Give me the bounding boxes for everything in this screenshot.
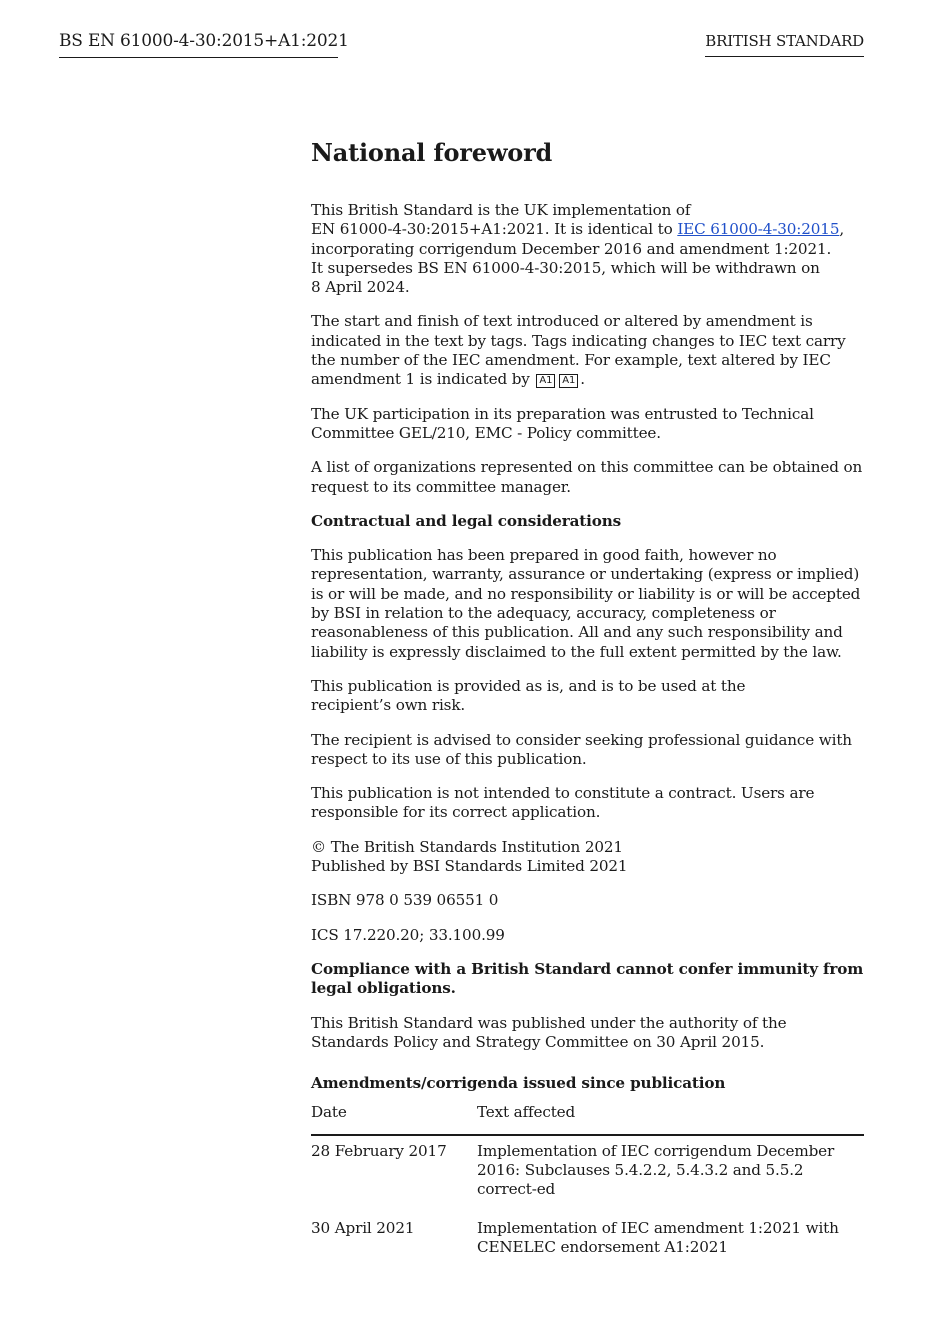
main-content — [311, 138, 864, 1270]
amendment-open-tag-icon: A1 — [536, 374, 555, 388]
intro-line-4: It supersedes BS EN 61000-4-30:2015, which will be withdrawn on — [311, 258, 820, 277]
tags-end: . — [580, 370, 585, 389]
intro-line-2-post: , — [839, 220, 845, 239]
series-label: BRITISH STANDARD — [705, 32, 864, 57]
participation-paragraph: The UK participation in its preparation was entrusted to Technical Committee GEL/210, EMC - Policy committee. — [311, 404, 814, 442]
authority-paragraph: This British Standard was published under the authority of the Standards Policy and Strategy Committee on 30 April 2015. — [311, 1013, 787, 1051]
intro-line-5: 8 April 2024. — [311, 278, 410, 297]
document-id: BS EN 61000-4-30:2015+A1:2021 — [59, 31, 338, 58]
legal-paragraph: This publication has been prepared in good faith, however no representation, warranty, assurance or undertaking (express or implied) is or will be made, and no responsibility or liability is or will be accepted by BSI in relation to the adequacy, accuracy, completeness or reasonableness of this publication. All and any such responsibility and liability is expressly disclaimed to the full extent permitted by the law. — [311, 546, 861, 661]
column-header-date: Date — [311, 1103, 477, 1134]
contract-paragraph: This publication is not intended to constitute a contract. Users are responsible for its correct application. — [311, 784, 815, 822]
intro-line-2-pre: EN 61000-4-30:2015+A1:2021. It is identical to — [311, 220, 678, 239]
table-header-row — [311, 1103, 864, 1134]
row-date: 28 February 2017 — [311, 1141, 447, 1160]
row-text-affected: Implementation of IEC amendment 1:2021 with CENELEC endorsement A1:2021 — [477, 1218, 839, 1256]
iec-standard-link[interactable]: IEC 61000-4-30:2015 — [677, 220, 840, 239]
row-date: 30 April 2021 — [311, 1218, 415, 1237]
page-title: National foreword — [311, 138, 553, 167]
as-is-line-1: This publication is provided as is, and is to be used at the — [311, 676, 746, 695]
legal-heading: Contractual and legal considerations — [311, 511, 622, 530]
amendments-heading: Amendments/corrigenda issued since publication — [311, 1074, 726, 1093]
compliance-statement: Compliance with a British Standard cannot confer immunity from legal obligations. — [311, 959, 864, 998]
table-row — [311, 1213, 864, 1271]
amendment-close-tag-icon: A1 — [559, 374, 578, 388]
publisher-line: Published by BSI Standards Limited 2021 — [311, 857, 628, 876]
column-header-text-affected: Text affected — [477, 1103, 864, 1134]
copyright-paragraph — [311, 838, 864, 877]
intro-paragraph — [311, 201, 864, 297]
isbn: ISBN 978 0 539 06551 0 — [311, 891, 499, 910]
table-row — [311, 1135, 864, 1213]
tags-text: The start and finish of text introduced or altered by amendment is indicated in the text by tags. Tags indicating changes to IEC text carry the number of the IEC amendment. For example, text altered by IEC amendment 1 is indicated by — [311, 312, 846, 389]
guidance-paragraph: The recipient is advised to consider seeking professional guidance with respect to its use of this publication. — [311, 730, 852, 768]
copyright-line: © The British Standards Institution 2021 — [311, 837, 623, 856]
row-text-affected: Implementation of IEC corrigendum December 2016: Subclauses 5.4.2.2, 5.4.3.2 and 5.5.2 correct-ed — [477, 1141, 835, 1199]
organizations-paragraph: A list of organizations represented on this committee can be obtained on request to its committee manager. — [311, 458, 863, 496]
ics: ICS 17.220.20; 33.100.99 — [311, 925, 505, 944]
intro-line-1: This British Standard is the UK implementation of — [311, 201, 691, 219]
tags-paragraph — [311, 312, 864, 389]
as-is-paragraph — [311, 677, 864, 716]
as-is-line-2: recipient’s own risk. — [311, 696, 466, 715]
intro-line-3: incorporating corrigendum December 2016 and amendment 1:2021. — [311, 239, 832, 258]
amendments-table — [311, 1103, 864, 1270]
